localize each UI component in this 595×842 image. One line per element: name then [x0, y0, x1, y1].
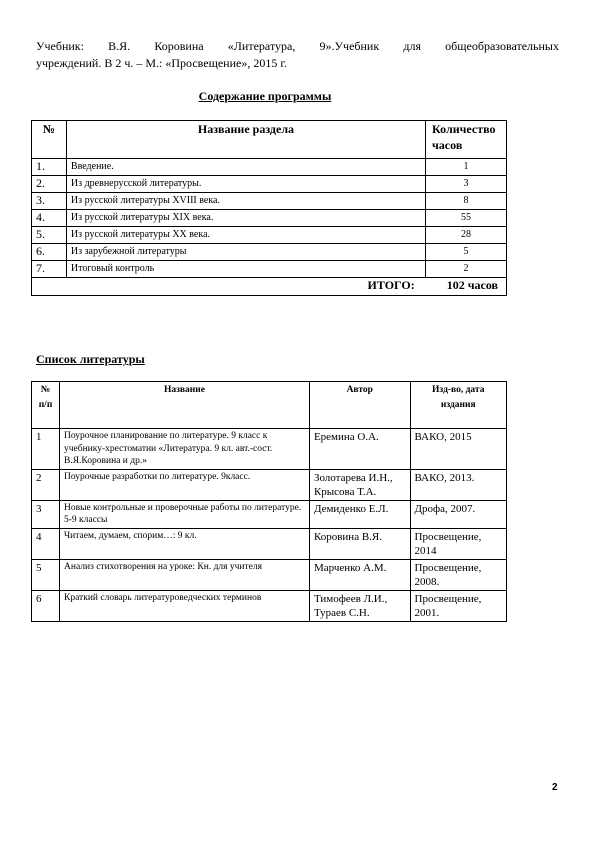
program-row-no: 3. — [32, 193, 67, 210]
literature-row-publisher: Дрофа, 2007. — [410, 500, 506, 528]
literature-row-no: 1 — [32, 429, 60, 470]
program-row-name: Введение. — [66, 159, 425, 176]
program-row-no: 7. — [32, 261, 67, 278]
program-total-row — [32, 278, 507, 296]
literature-header-title: Название — [60, 382, 310, 429]
program-header-no: № — [32, 121, 67, 159]
literature-row — [32, 500, 507, 528]
program-row-hours: 8 — [426, 193, 507, 210]
program-total-cell — [32, 278, 507, 296]
program-row-name: Из русской литературы XVIII века. — [66, 193, 425, 210]
literature-row — [32, 469, 507, 500]
literature-row-title: Поурочные разработки по литературе. 9класс. — [60, 469, 310, 500]
literature-header-no: № п/п — [32, 382, 60, 429]
literature-row-author: Еремина О.А. — [309, 429, 410, 470]
program-row-hours: 3 — [426, 176, 507, 193]
program-row — [32, 193, 507, 210]
program-row — [32, 227, 507, 244]
literature-header-author: Автор — [309, 382, 410, 429]
literature-row-title: Краткий словарь литературоведческих терминов — [60, 590, 310, 621]
literature-row-publisher: Просвещение, 2014 — [410, 528, 506, 559]
textbook-line-1: Учебник: В.Я. Коровина «Литература, 9».Учебник для общеобразовательных — [36, 39, 559, 53]
literature-table — [31, 381, 507, 622]
program-row-name: Из древнерусской литературы. — [66, 176, 425, 193]
literature-heading: Список литературы — [36, 352, 145, 366]
literature-row-no: 6 — [32, 590, 60, 621]
literature-row-title: Читаем, думаем, спорим…: 9 кл. — [60, 528, 310, 559]
program-row-name: Из зарубежной литературы — [66, 244, 425, 261]
program-row-hours: 1 — [426, 159, 507, 176]
literature-row-author: Коровина В.Я. — [309, 528, 410, 559]
literature-row-author: Марченко А.М. — [309, 559, 410, 590]
literature-row-no: 5 — [32, 559, 60, 590]
program-row-name: Из русской литературы XIX века. — [66, 210, 425, 227]
program-row-hours: 55 — [426, 210, 507, 227]
literature-row-author: Золотарева И.Н., Крысова Т.А. — [309, 469, 410, 500]
literature-header-row — [32, 382, 507, 429]
literature-row-publisher: ВАКО, 2015 — [410, 429, 506, 470]
literature-row-title: Новые контрольные и проверочные работы по литературе. 5-9 классы — [60, 500, 310, 528]
literature-header-publisher: Изд-во, дата издания — [410, 382, 506, 429]
program-total-value: 102 часов — [446, 278, 498, 292]
program-row — [32, 159, 507, 176]
program-header-name: Название раздела — [66, 121, 425, 159]
program-row-hours: 5 — [426, 244, 507, 261]
literature-row — [32, 528, 507, 559]
literature-row-no: 4 — [32, 528, 60, 559]
page-number: 2 — [552, 782, 558, 793]
literature-row — [32, 559, 507, 590]
program-table — [31, 120, 507, 296]
literature-row-no: 2 — [32, 469, 60, 500]
program-row — [32, 210, 507, 227]
program-header-hours: Количество часов — [426, 121, 507, 159]
program-row — [32, 244, 507, 261]
literature-row-author: Демиденко Е.Л. — [309, 500, 410, 528]
literature-row-author: Тимофеев Л.И., Тураев С.Н. — [309, 590, 410, 621]
program-header-row — [32, 121, 507, 159]
program-total-label: ИТОГО: — [367, 278, 415, 292]
program-row — [32, 176, 507, 193]
literature-row-publisher: Просвещение, 2001. — [410, 590, 506, 621]
textbook-reference — [36, 38, 559, 72]
program-row-no: 1. — [32, 159, 67, 176]
literature-row-publisher: ВАКО, 2013. — [410, 469, 506, 500]
literature-row-title: Анализ стихотворения на уроке: Кн. для учителя — [60, 559, 310, 590]
program-row-no: 2. — [32, 176, 67, 193]
program-row-no: 5. — [32, 227, 67, 244]
program-row-hours: 2 — [426, 261, 507, 278]
program-row — [32, 261, 507, 278]
literature-row — [32, 590, 507, 621]
textbook-line-2: учреждений. В 2 ч. – М.: «Просвещение», 2015 г. — [36, 56, 287, 70]
program-row-no: 4. — [32, 210, 67, 227]
literature-row-title: Поурочное планирование по литературе. 9 класс к учебнику-хрестоматии «Литература. 9 кл. авт.-сост. В.Я.Коровина и др.» — [60, 429, 310, 470]
program-row-hours: 28 — [426, 227, 507, 244]
literature-row-no: 3 — [32, 500, 60, 528]
program-row-no: 6. — [32, 244, 67, 261]
program-row-name: Итоговый контроль — [66, 261, 425, 278]
program-row-name: Из русской литературы XX века. — [66, 227, 425, 244]
program-heading: Содержание программы — [198, 89, 332, 103]
literature-row-publisher: Просвещение, 2008. — [410, 559, 506, 590]
literature-row — [32, 429, 507, 470]
